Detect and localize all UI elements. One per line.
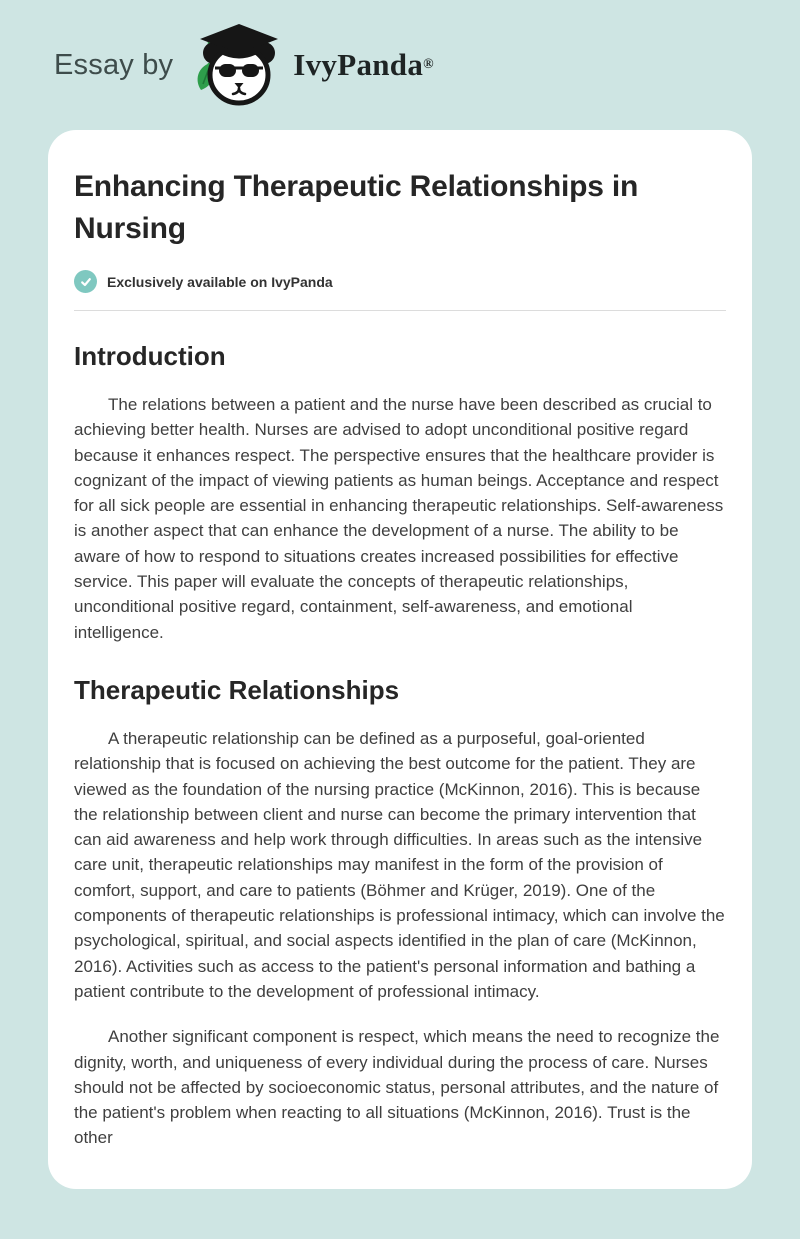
page-bottom-margin — [0, 1189, 800, 1239]
paragraph-therapeutic-1: A therapeutic relationship can be defined as a purposeful, goal-oriented relationship that is focused on achieving the best outcome for the patient. They are viewed as the foundation of the nursing practice (McKinnon, 2016). This is because the relationship between client and nurse can become the primary intervention that can aid awareness and help work through difficulties. In areas such as the intensive care unit, therapeutic relationships may manifest in the form of the provision of comfort, support, and care to patients (Böhmer and Krüger, 2019). One of the components of therapeutic relationships is professional intimacy, which can involve the psychological, spiritual, and social aspects identified in the plan of care (McKinnon, 2016). Activities such as access to the patient's personal information and bathing a patient contribute to the development of professional intimacy. — [74, 728, 725, 1001]
section-heading-introduction: Introduction — [74, 341, 226, 371]
site-header — [0, 0, 800, 130]
ivypanda-logo[interactable]: IvyPanda ® — [189, 22, 433, 108]
availability-label: Exclusively available on IvyPanda — [107, 273, 333, 290]
essay-title: Enhancing Therapeutic Relationships in Nursing — [74, 170, 639, 245]
availability-badge — [74, 270, 726, 293]
essay-by-label: Essay by — [54, 48, 174, 81]
panda-graduate-icon — [189, 22, 293, 108]
brand-name: IvyPanda — [293, 47, 424, 82]
section-heading-therapeutic-relationships: Therapeutic Relationships — [74, 674, 400, 705]
check-icon — [74, 270, 97, 293]
paragraph-therapeutic-2: Another significant component is respect, which means the need to recognize the dignity, worth, and uniqueness of every individual during the process of care. Nurses should not be affected by socioeconomic status, personal attributes, and the nature of the patient's problem when reacting to all situations (McKinnon, 2016). Trust is the other — [74, 1027, 720, 1148]
essay-card — [48, 130, 752, 1189]
paragraph-introduction-1: The relations between a patient and the nurse have been described as crucial to achieving better health. Nurses are advised to adopt unconditional positive regard because it enhances respect. The perspective ensures that the healthcare provider is cognizant of the impact of viewing patients as human beings. Acceptance and respect for all sick people are essential in enhancing therapeutic relationships. Self-awareness is another aspect that can enhance the development of a nurse. The ability to be aware of how to respond to situations creates increased possibilities for effective service. This paper will evaluate the concepts of therapeutic relationships, unconditional positive regard, containment, self-awareness, and emotional intelligence. — [74, 395, 724, 642]
divider — [74, 310, 726, 311]
